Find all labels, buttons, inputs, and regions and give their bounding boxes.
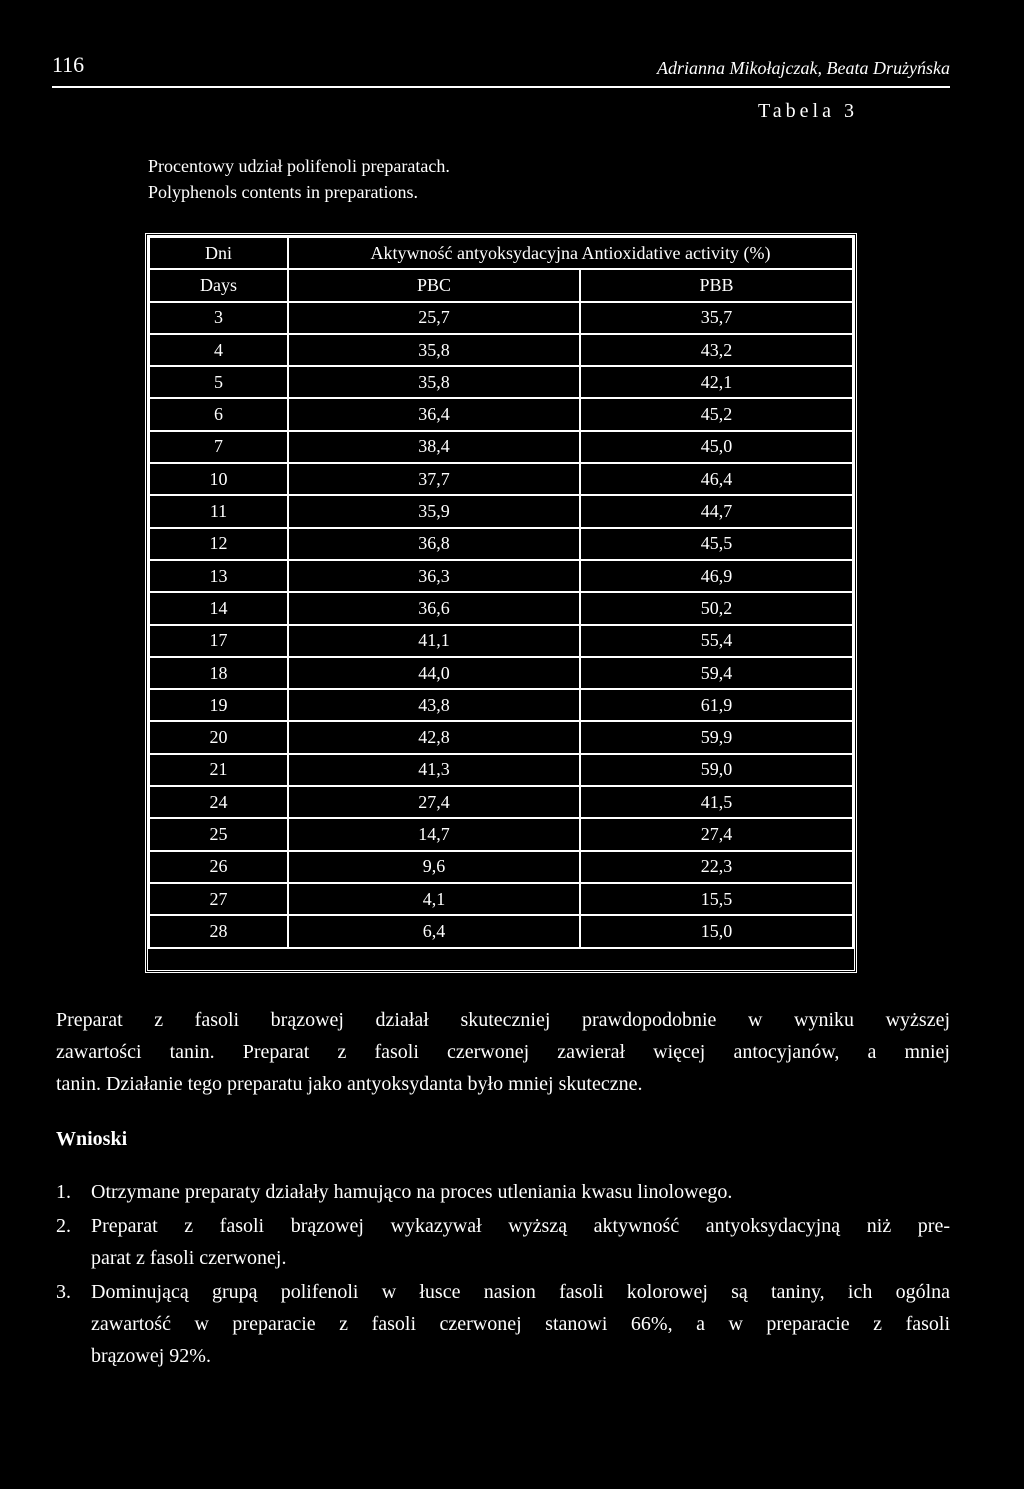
cell-pbb: 59,9: [580, 721, 853, 753]
conclusion-item: [56, 1276, 950, 1372]
header-pbb: PBB: [580, 269, 853, 301]
cell-pbc: 36,6: [288, 592, 580, 624]
cell-pbc: 25,7: [288, 302, 580, 334]
conclusion-line: Dominującą grupą polifenoli w łusce nasion fasoli kolorowej są taniny, ich ogólna: [91, 1281, 950, 1303]
table-subheader-row: [149, 269, 853, 301]
cell-day: 5: [149, 366, 288, 398]
cell-pbc: 36,4: [288, 398, 580, 430]
conclusion-number: 2.: [56, 1215, 71, 1237]
table-row: [149, 366, 853, 398]
data-table-frame: [145, 233, 857, 973]
cell-pbb: 43,2: [580, 334, 853, 366]
cell-pbb: 46,4: [580, 463, 853, 495]
cell-pbb: 46,9: [580, 560, 853, 592]
cell-day: 4: [149, 334, 288, 366]
cell-day: 7: [149, 431, 288, 463]
cell-pbc: 35,8: [288, 334, 580, 366]
cell-pbc: 41,3: [288, 754, 580, 786]
cell-pbc: 41,1: [288, 625, 580, 657]
cell-pbb: 44,7: [580, 495, 853, 527]
cell-pbb: 41,5: [580, 786, 853, 818]
conclusion-line: zawartość w preparacie z fasoli czerwonej stanowi 66%, a w preparacie z fasoli: [91, 1313, 950, 1335]
discussion-paragraph: [56, 1004, 950, 1100]
cell-pbc: 14,7: [288, 818, 580, 850]
conclusion-number: 3.: [56, 1281, 71, 1303]
cell-day: 19: [149, 689, 288, 721]
antioxidant-activity-table: [148, 236, 854, 949]
cell-day: 26: [149, 851, 288, 883]
table-label: Tabela 3: [757, 100, 858, 122]
cell-pbc: 35,8: [288, 366, 580, 398]
table-row: [149, 560, 853, 592]
cell-pbb: 45,2: [580, 398, 853, 430]
cell-pbc: 36,8: [288, 528, 580, 560]
cell-pbb: 27,4: [580, 818, 853, 850]
cell-pbc: 35,9: [288, 495, 580, 527]
table-row: [149, 786, 853, 818]
cell-pbb: 45,5: [580, 528, 853, 560]
table-row: [149, 431, 853, 463]
table-row: [149, 754, 853, 786]
table-row: [149, 915, 853, 947]
conclusion-line: Otrzymane preparaty działały hamująco na proces utleniania kwasu linolowego.: [91, 1181, 733, 1203]
table-row: [149, 625, 853, 657]
conclusion-line: Preparat z fasoli brązowej wykazywał wyższą aktywność antyoksydacyjną niż pre-: [91, 1215, 950, 1237]
conclusions-heading: Wnioski: [56, 1128, 128, 1150]
cell-day: 18: [149, 657, 288, 689]
cell-day: 17: [149, 625, 288, 657]
header-days-en: Days: [149, 269, 288, 301]
conclusion-line: brązowej 92%.: [91, 1345, 211, 1367]
conclusions-list: [56, 1176, 950, 1374]
cell-day: 3: [149, 302, 288, 334]
cell-day: 13: [149, 560, 288, 592]
paragraph-line: tanin. Działanie tego preparatu jako antyoksydanta było mniej skuteczne.: [56, 1073, 643, 1095]
cell-pbb: 22,3: [580, 851, 853, 883]
table-row: [149, 883, 853, 915]
table-row: [149, 495, 853, 527]
cell-pbc: 42,8: [288, 721, 580, 753]
table-row: [149, 302, 853, 334]
cell-day: 20: [149, 721, 288, 753]
cell-pbb: 15,0: [580, 915, 853, 947]
cell-day: 27: [149, 883, 288, 915]
cell-pbb: 15,5: [580, 883, 853, 915]
paragraph-line: Preparat z fasoli brązowej działał skuteczniej prawdopodobnie w wyniku wyższej: [56, 1009, 950, 1031]
header-days-pl: Dni: [149, 237, 288, 269]
cell-pbc: 27,4: [288, 786, 580, 818]
table-row: [149, 528, 853, 560]
cell-pbb: 61,9: [580, 689, 853, 721]
cell-day: 14: [149, 592, 288, 624]
table-header-row: [149, 237, 853, 269]
cell-pbc: 4,1: [288, 883, 580, 915]
cell-pbb: 42,1: [580, 366, 853, 398]
cell-pbb: 59,0: [580, 754, 853, 786]
cell-pbb: 45,0: [580, 431, 853, 463]
table-row: [149, 689, 853, 721]
conclusion-number: 1.: [56, 1181, 71, 1203]
paragraph-line: zawartości tanin. Preparat z fasoli czerwonej zawierał więcej antocyjanów, a mniej: [56, 1041, 950, 1063]
cell-pbc: 38,4: [288, 431, 580, 463]
header-pbc: PBC: [288, 269, 580, 301]
cell-day: 10: [149, 463, 288, 495]
cell-pbc: 9,6: [288, 851, 580, 883]
table-row: [149, 818, 853, 850]
conclusion-line: parat z fasoli czerwonej.: [91, 1247, 287, 1269]
table-row: [149, 398, 853, 430]
table-row: [149, 721, 853, 753]
cell-day: 11: [149, 495, 288, 527]
conclusion-item: [56, 1176, 950, 1208]
cell-pbb: 50,2: [580, 592, 853, 624]
table-row: [149, 657, 853, 689]
cell-pbb: 55,4: [580, 625, 853, 657]
page-header: [52, 52, 950, 88]
table-row: [149, 463, 853, 495]
cell-day: 25: [149, 818, 288, 850]
caption-polish: Procentowy udział polifenoli preparatach.: [148, 156, 450, 176]
table-row: [149, 592, 853, 624]
caption-english: Polyphenols contents in preparations.: [148, 182, 418, 202]
table-row: [149, 851, 853, 883]
cell-pbb: 35,7: [580, 302, 853, 334]
table-row: [149, 334, 853, 366]
cell-pbc: 6,4: [288, 915, 580, 947]
running-head-authors: Adrianna Mikołajczak, Beata Drużyńska: [657, 58, 950, 78]
table-captions: [148, 153, 450, 205]
page-number: 116: [52, 52, 85, 77]
cell-day: 12: [149, 528, 288, 560]
cell-day: 21: [149, 754, 288, 786]
cell-day: 28: [149, 915, 288, 947]
cell-pbc: 43,8: [288, 689, 580, 721]
cell-pbc: 37,7: [288, 463, 580, 495]
cell-day: 6: [149, 398, 288, 430]
header-activity: Aktywność antyoksydacyjna Antioxidative activity (%): [288, 237, 853, 269]
cell-pbc: 44,0: [288, 657, 580, 689]
cell-pbc: 36,3: [288, 560, 580, 592]
conclusion-item: [56, 1210, 950, 1274]
cell-day: 24: [149, 786, 288, 818]
cell-pbb: 59,4: [580, 657, 853, 689]
